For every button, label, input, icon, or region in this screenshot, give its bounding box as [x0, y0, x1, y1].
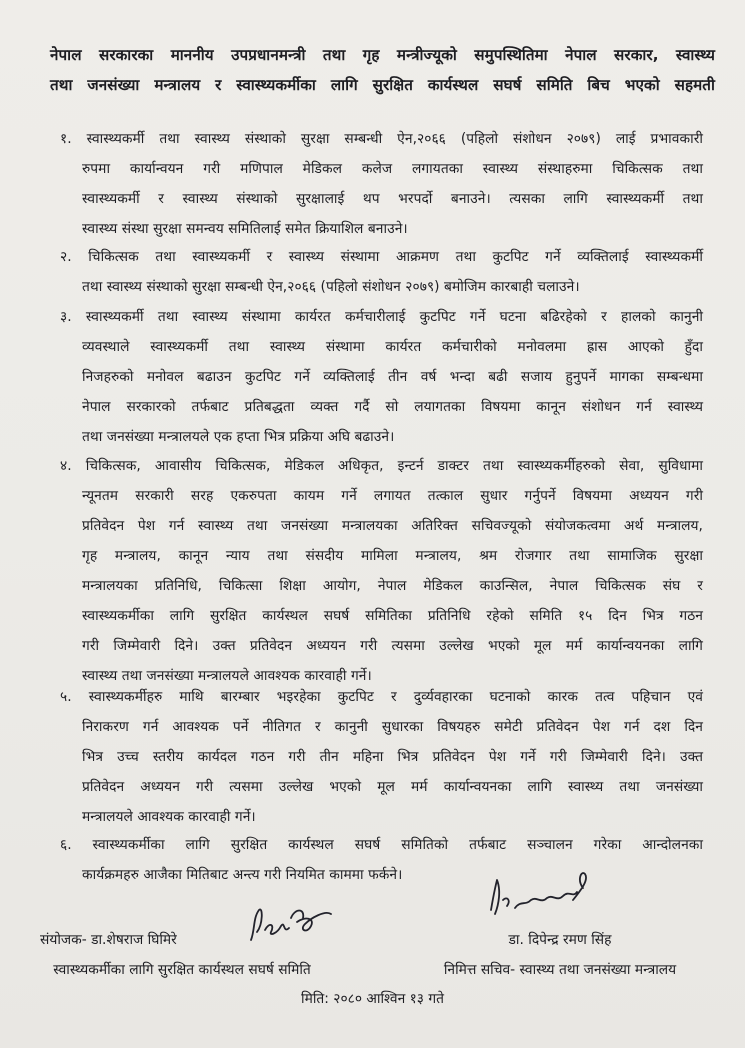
- point-line: ३. स्वास्थ्यकर्मी तथा स्वास्थ्य संस्थामा कार्यरत कर्मचारीलाई कुटपिट गर्ने घटना बढिरहेको र हालको कानुनी: [60, 309, 703, 325]
- agreement-point-6: [60, 830, 703, 890]
- point-line: न्यूनतम सरकारी सरह एकरुपता कायम गर्ने लगायत तत्काल सुधार गर्नुपर्ने विषयमा अध्ययन गरी: [82, 488, 703, 504]
- point-line: १. स्वास्थ्यकर्मी तथा स्वास्थ्य संस्थाको सुरक्षा सम्बन्धी ऐन,२०६६ (पहिलो संशोधन २०७९) लाई प्रभावकारी: [60, 131, 703, 147]
- signatory-name: डा. दिपेन्द्र रमण सिंह: [508, 932, 612, 948]
- point-line: रुपमा कार्यान्वयन गरी मणिपाल मेडिकल कलेज लगायतका स्वास्थ्य संस्थाहरुमा चिकित्सक तथा: [82, 161, 703, 177]
- point-line: व्यवस्थाले स्वास्थ्यकर्मी तथा स्वास्थ्य संस्थामा कार्यरत कर्मचारीको मनोवलमा ह्रास आएको हुँदा: [82, 339, 703, 355]
- document-title: [50, 40, 715, 100]
- point-line: ४. चिकित्सक, आवासीय चिकित्सक, मेडिकल अधिकृत, इन्टर्न डाक्टर तथा स्वास्थ्यकर्मीहरुको सेवा, सुविधामा: [60, 458, 703, 474]
- signatory-left: [12, 925, 352, 985]
- point-line: प्रतिवेदन अध्ययन गरी त्यसमा उल्लेख भएको मूल मर्म कार्यान्वयनका लागि स्वास्थ्य तथा जनसंख्या: [82, 779, 703, 795]
- point-line: नेपाल सरकारको तर्फबाट प्रतिबद्धता व्यक्त गर्दै सो लयागतका विषयमा कानून संशोधन गर्न स्वास्थ्य: [82, 399, 703, 415]
- point-line: निराकरण गर्न आवश्यक पर्ने नीतिगत र कानुनी सुधारका विषयहरु समेटी प्रतिवेदन पेश गर्न दश दिन: [82, 719, 703, 735]
- agreement-point-1: [60, 124, 703, 244]
- point-line: स्वास्थ्य संस्था सुरक्षा समन्वय समितिलाई समेत क्रियाशिल बनाउने।: [82, 221, 408, 237]
- point-line: निजहरुको मनोवल बढाउन कुटपिट गर्ने व्यक्तिलाई तीन वर्ष भन्दा बढी सजाय हुनुपर्ने मागका सम्बन्धमा: [82, 369, 703, 385]
- point-line: तथा जनसंख्या मन्त्रालयले एक हप्ता भित्र प्रक्रिया अघि बढाउने।: [82, 429, 395, 445]
- point-line: ५. स्वास्थ्यकर्मीहरु माथि बारम्बार भइरहेका कुटपिट र दुर्व्यवहारका घटनाको कारक तत्व पहिचान एवं: [60, 689, 703, 705]
- signatory-name: संयोजक- डा.शेषराज घिमिरे: [40, 932, 177, 948]
- point-line: मन्त्रालयले आवश्यक कारवाही गर्ने।: [82, 809, 256, 825]
- point-line: कार्यक्रमहरु आजैका मितिबाट अन्त्य गरी नियमित काममा फर्कने।: [82, 867, 403, 883]
- point-line: मन्त्रालयका प्रतिनिधि, चिकित्सा शिक्षा आयोग, नेपाल मेडिकल काउन्सिल, नेपाल चिकित्सक संघ र: [82, 578, 703, 594]
- agreement-point-3: [60, 302, 703, 452]
- agreement-point-4: [60, 451, 703, 691]
- agreement-point-5: [60, 682, 703, 832]
- document-date: मिति: २०८० आश्विन १३ गते: [301, 991, 444, 1007]
- title-line: नेपाल सरकारका माननीय उपप्रधानमन्त्री तथा गृह मन्त्रीज्यूको समुपस्थितिमा नेपाल सरकार, स्वास्थ्य: [50, 46, 715, 64]
- signatory-org: स्वास्थ्यकर्मीका लागि सुरक्षित कार्यस्थल सघर्ष समिति: [53, 962, 311, 978]
- point-line: ६. स्वास्थ्यकर्मीका लागि सुरक्षित कार्यस्थल सघर्ष समितिको तर्फबाट सञ्चालन गरेका आन्दोलनका: [60, 837, 703, 853]
- point-line: गृह मन्त्रालय, कानून न्याय तथा संसदीय मामिला मन्त्रालय, श्रम रोजगार तथा सामाजिक सुरक्षा: [82, 548, 703, 564]
- agreement-point-2: [60, 242, 703, 302]
- handwritten-signature-icon: [485, 870, 595, 920]
- point-line: २. चिकित्सक तथा स्वास्थ्यकर्मी र स्वास्थ्य संस्थामा आक्रमण तथा कुटपिट गर्ने व्यक्तिलाई स्वास्थ्यकर्मी: [60, 249, 703, 265]
- point-line: गरी जिम्मेवारी दिने। उक्त प्रतिवेदन अध्ययन गरी त्यसमा उल्लेख भएको मूल मर्म कार्यान्वयनका लागि: [82, 638, 703, 654]
- point-line: तथा स्वास्थ्य संस्थाको सुरक्षा सम्बन्धी ऐन,२०६६ (पहिलो संशोधन २०७९) बमोजिम कारबाही चलाउने।: [82, 279, 580, 295]
- signatory-org: निमित्त सचिव- स्वास्थ्य तथा जनसंख्या मन्त्रालय: [443, 962, 677, 978]
- point-line: भित्र उच्च स्तरीय कार्यदल गठन गरी तीन महिना भित्र प्रतिवेदन पेश गर्ने गरी जिम्मेवारी दिने। उक्त: [82, 749, 703, 765]
- point-line: स्वास्थ्य तथा जनसंख्या मन्त्रालयले आवश्यक कारवाही गर्ने।: [82, 668, 372, 684]
- point-line: प्रतिवेदन पेश गर्न स्वास्थ्य तथा जनसंख्या मन्त्रालयका अतिरिक्त सचिवज्यूको संयोजकत्वमा अर्थ मन्त्रालय,: [82, 518, 703, 534]
- signatory-right: [410, 925, 710, 985]
- point-line: स्वास्थ्यकर्मीका लागि सुरक्षित कार्यस्थल सघर्ष समितिका प्रतिनिधि रहेको समिति १५ दिन भित्र गठन: [82, 608, 703, 624]
- title-line: तथा जनसंख्या मन्त्रालय र स्वास्थ्यकर्मीका लागि सुरक्षित कार्यस्थल सघर्ष समिति बिच भएको सहमती: [50, 76, 715, 94]
- point-line: स्वास्थ्यकर्मी र स्वास्थ्य संस्थाको सुरक्षालाई थप भरपर्दो बनाउने। त्यसका लागि स्वास्थ्यकर्मी तथा: [82, 191, 703, 207]
